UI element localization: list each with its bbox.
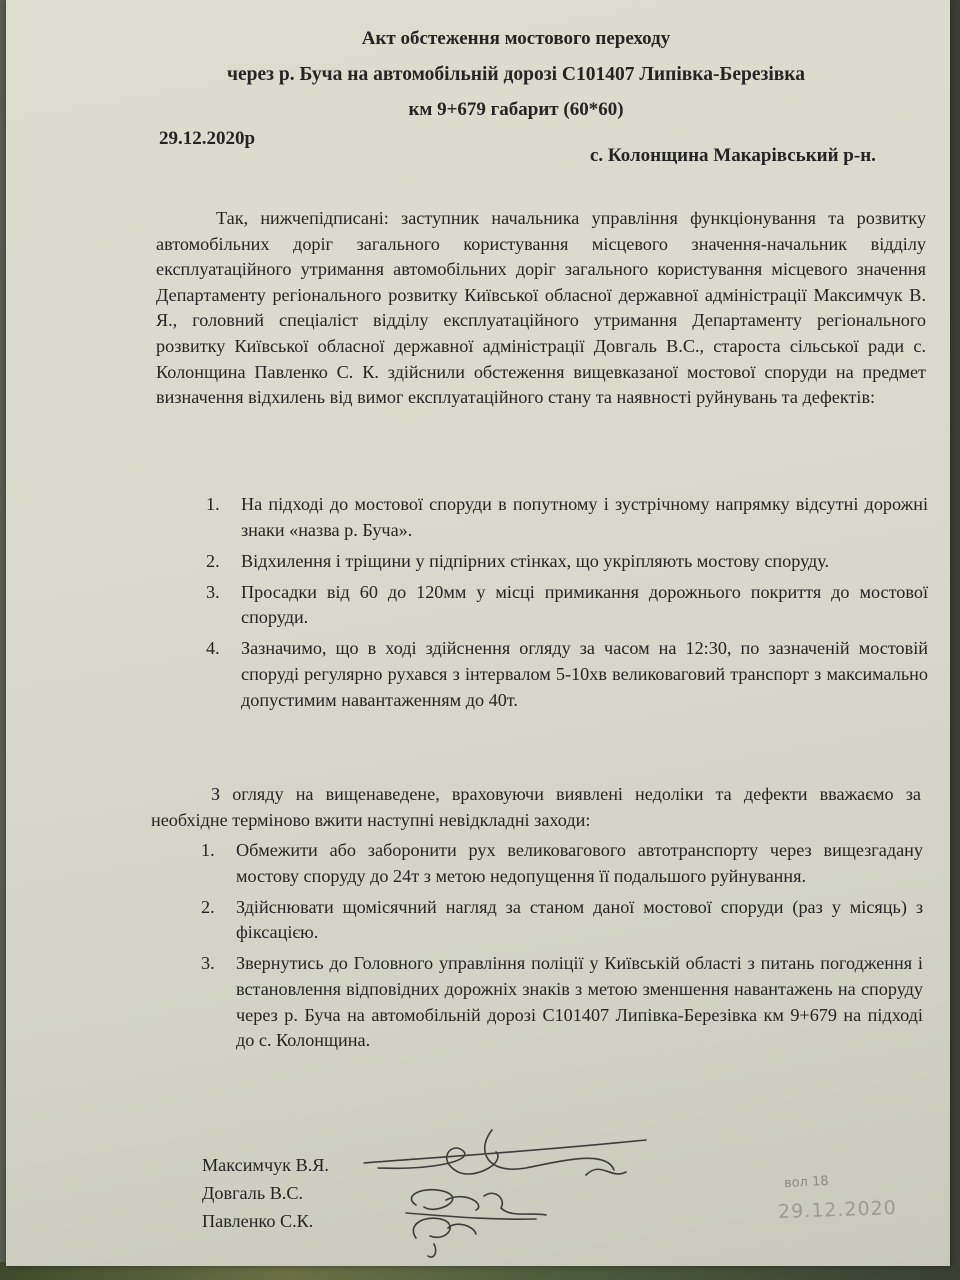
- list-item: [201, 895, 923, 946]
- item-text: Здійснювати щомісячний нагляд за станом даної мостової споруди (раз у місяць) з фіксацією.: [236, 896, 923, 943]
- intro-paragraph: Так, нижчепідписані: заступник начальника управління функціонування та розвитку автомобільних доріг загального користування місцевого значення-начальник відділу експлуатаційного утримання автомобільних доріг загального користування місцевого значення Департаменту регіонального розвитку Київської обласної державної адміністрації Максимчук В. Я., головний спеціаліст відділу експлуатаційного утримання Департаменту регіонального розвитку Київської обласної державної адміністрації Довгаль В.С., староста сільської ради с. Колонщина Павленко С. К. здійснили обстеження вищевказаної мостової споруди на предмет визначення відхилень від вимог експлуатаційного стану та наявності руйнувань та дефектів:: [156, 208, 926, 408]
- document-date: 29.12.2020р: [159, 128, 256, 149]
- list-item: [201, 951, 923, 1053]
- list-item: [206, 580, 928, 631]
- list-item: [206, 549, 928, 575]
- document-title-line-3: км 9+679 габарит (60*60): [408, 99, 624, 120]
- item-text: Звернутись до Головного управління поліції у Київській області з питань погодження і встановлення відповідних дорожніх знаків з метою зменшення навантажень на споруду через р. Буча на автомобільній дорозі С101407 Липівка-Березівка км 9+679 на підході до с. Колонщина.: [236, 953, 923, 1051]
- item-text: Просадки від 60 до 120мм у місці примикання дорожнього покриття до мостової споруди.: [241, 581, 928, 628]
- conclusion-paragraph: З огляду на вищенаведене, враховуючи виявлені недоліки та дефекти вважаємо за необхідне терміново вжити наступні невідкладні заходи:: [151, 784, 921, 830]
- item-text: Обмежити або заборонити рух великовагового автотранспорту через вищезгадану мостову споруду до 24т з метою недопущення її подальшого руйнування.: [236, 840, 923, 886]
- handwritten-note: вол 18: [783, 1173, 829, 1192]
- signatory-name: Максимчук В.Я.: [202, 1155, 329, 1175]
- item-text: На підході до мостової споруди в попутному і зустрічному напрямку відсутні дорожні знаки «назва р. Буча».: [241, 494, 928, 540]
- signatory-name: Павленко С.К.: [202, 1211, 314, 1231]
- list-item: [201, 838, 923, 889]
- signatures-block: [202, 1151, 329, 1235]
- signatory-name: Довгаль В.С.: [202, 1183, 304, 1203]
- item-number: 3.: [201, 953, 215, 974]
- list-item: [206, 492, 928, 543]
- defects-list: [206, 492, 928, 719]
- item-number: 2.: [206, 550, 220, 571]
- document-place: с. Колонщина Макарівський р-н.: [590, 145, 876, 166]
- document-page: [6, 0, 950, 1266]
- signature-pavlenko: [413, 1218, 476, 1257]
- item-text: Зазначимо, що в ході здійснення огляду за часом на 12:30, по зазначеній мостовій споруді регулярно рухався з інтервалом 5-10хв великоваговий транспорт з максимально допустимим навантаженням до 40т.: [241, 638, 928, 710]
- item-number: 1.: [206, 494, 220, 514]
- item-number: 2.: [201, 896, 215, 917]
- item-number: 3.: [206, 581, 220, 602]
- signature-dovhal: [406, 1190, 546, 1219]
- handwritten-date: 29.12.2020: [777, 1196, 898, 1224]
- item-number: 1.: [201, 840, 215, 860]
- list-item: [206, 636, 928, 713]
- document-title-line-2: через р. Буча на автомобільній дорозі С101407 Липівка-Березівка: [226, 64, 805, 85]
- document-title-line-1: Акт обстеження мостового переходу: [361, 28, 671, 49]
- item-text: Відхилення і тріщини у підпірних стінках, що укріпляють мостову споруду.: [241, 550, 830, 571]
- signature-maksymchuk: [364, 1130, 646, 1175]
- measures-list: [201, 838, 923, 1059]
- item-number: 4.: [206, 638, 220, 659]
